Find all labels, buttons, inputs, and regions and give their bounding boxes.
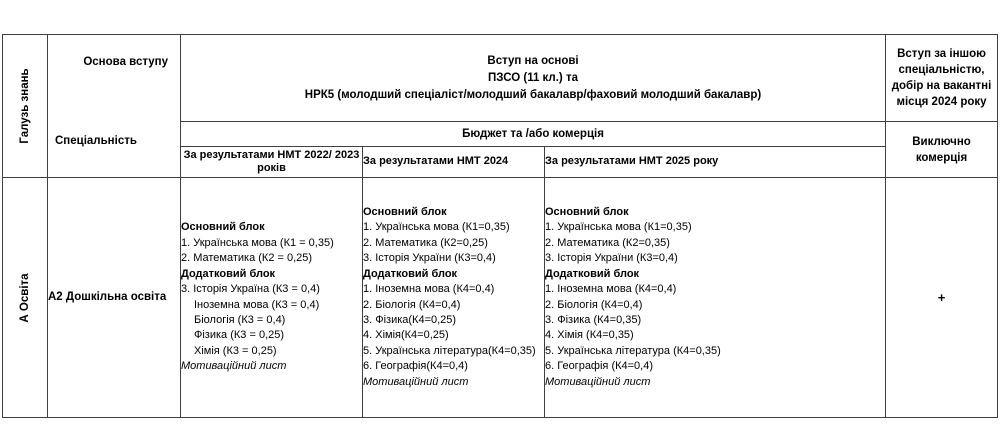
requirement-line: 5. Українська література(К4=0,35) xyxy=(363,344,536,357)
requirement-line: Додатковий блок xyxy=(363,267,458,280)
requirement-line: Фізика (К3 = 0,25) xyxy=(194,329,285,342)
requirement-line: 2. Біологія (К4=0,4) xyxy=(363,298,461,311)
requirement-line: 1. Українська мова (К1=0,35) xyxy=(545,221,692,234)
requirement-line: Хімія (К3 = 0,25) xyxy=(194,344,277,357)
admission-requirements-table xyxy=(2,34,998,418)
requirement-line: 5. Українська література (К4=0,35) xyxy=(545,344,721,357)
nmt-2024-column-header: За результатами НМТ 2024 xyxy=(363,147,545,178)
branch-axis-header-cell xyxy=(3,35,48,178)
requirement-line: Мотиваційний лист xyxy=(363,375,469,388)
requirement-line: 2. Математика (К2=0,25) xyxy=(363,236,488,249)
corner-specialty-label: Спеціальність xyxy=(55,135,137,147)
requirement-line: 2. Біологія (К4=0,4) xyxy=(545,298,643,311)
requirement-line: Іноземна мова (К3 = 0,4) xyxy=(194,298,320,311)
admission-basis-header-cell xyxy=(181,35,886,122)
admission-basis-line-2: ПЗСО (11 кл.) та xyxy=(488,71,578,84)
nmt-2022-2023-column-header: За результатами НМТ 2022/ 2023 років xyxy=(181,147,363,178)
requirement-line: 6. Географія(К4=0,4) xyxy=(363,360,468,373)
requirement-line: Основний блок xyxy=(181,221,265,234)
requirement-line: 2. Математика (К2=0,35) xyxy=(545,236,670,249)
admission-table-sheet xyxy=(2,34,998,418)
branch-cell xyxy=(3,178,48,418)
specialty-cell: А2 Дошкільна освіта xyxy=(48,178,181,418)
admission-basis-line-3: НРК5 (молодший спеціаліст/молодший бакалавр/фаховий молодший бакалавр) xyxy=(304,88,762,101)
requirement-line: 1. Іноземна мова (К4=0,4) xyxy=(545,283,677,296)
requirement-line: Мотиваційний лист xyxy=(545,375,651,388)
corner-basis-label: Основа вступу xyxy=(83,56,168,68)
requirements-nmt-2024-cell xyxy=(363,178,545,418)
requirement-line: Біологія (К3 = 0,4) xyxy=(194,313,286,326)
nmt-2025-column-header: За результатами НМТ 2025 року xyxy=(545,147,886,178)
requirement-line: Додатковий блок xyxy=(545,267,640,280)
budget-commerce-header-cell: Бюджет та /або комерція xyxy=(181,122,886,147)
branch-label: А Освіта xyxy=(19,272,31,323)
requirement-line: 1. Українська мова (К1=0,35) xyxy=(363,221,510,234)
branch-axis-label: Галузь знань xyxy=(19,68,31,144)
other-specialty-header-cell: Вступ за іншою спеціальністю, добір на вакантні місця 2024 року xyxy=(886,35,998,122)
other-specialty-available-mark: + xyxy=(886,178,998,418)
requirements-nmt-2025-cell xyxy=(545,178,886,418)
admission-basis-line-1: Вступ на основі xyxy=(487,54,579,67)
requirement-line: 3. Фізика (К4=0,35) xyxy=(545,313,642,326)
requirement-line: 3. Історія України (К3=0,4) xyxy=(363,252,496,265)
requirement-line: 1. Українська мова (К1 = 0,35) xyxy=(181,236,334,249)
requirements-nmt-2022-2023-cell xyxy=(181,178,363,418)
requirement-line: 2. Математика (К2 = 0,25) xyxy=(181,252,313,265)
requirement-line: Мотиваційний лист xyxy=(181,360,287,373)
requirement-line: 1. Іноземна мова (К4=0,4) xyxy=(363,283,495,296)
requirement-line: Основний блок xyxy=(363,206,447,219)
corner-split-cell xyxy=(48,35,181,178)
requirement-line: 3. Історія Україна (К3 = 0,4) xyxy=(181,283,320,296)
requirement-line: 4. Хімія(К4=0,25) xyxy=(363,329,449,342)
requirement-line: Додатковий блок xyxy=(181,267,276,280)
requirement-line: 6. Географія (К4=0,4) xyxy=(545,360,654,373)
requirement-line: 3. Історія України (К3=0,4) xyxy=(545,252,678,265)
requirement-line: 4. Хімія (К4=0,35) xyxy=(545,329,634,342)
exclusive-commerce-header-cell: Виключно комерція xyxy=(886,122,998,178)
requirement-line: Основний блок xyxy=(545,206,629,219)
requirement-line: 3. Фізика(К4=0,25) xyxy=(363,313,457,326)
